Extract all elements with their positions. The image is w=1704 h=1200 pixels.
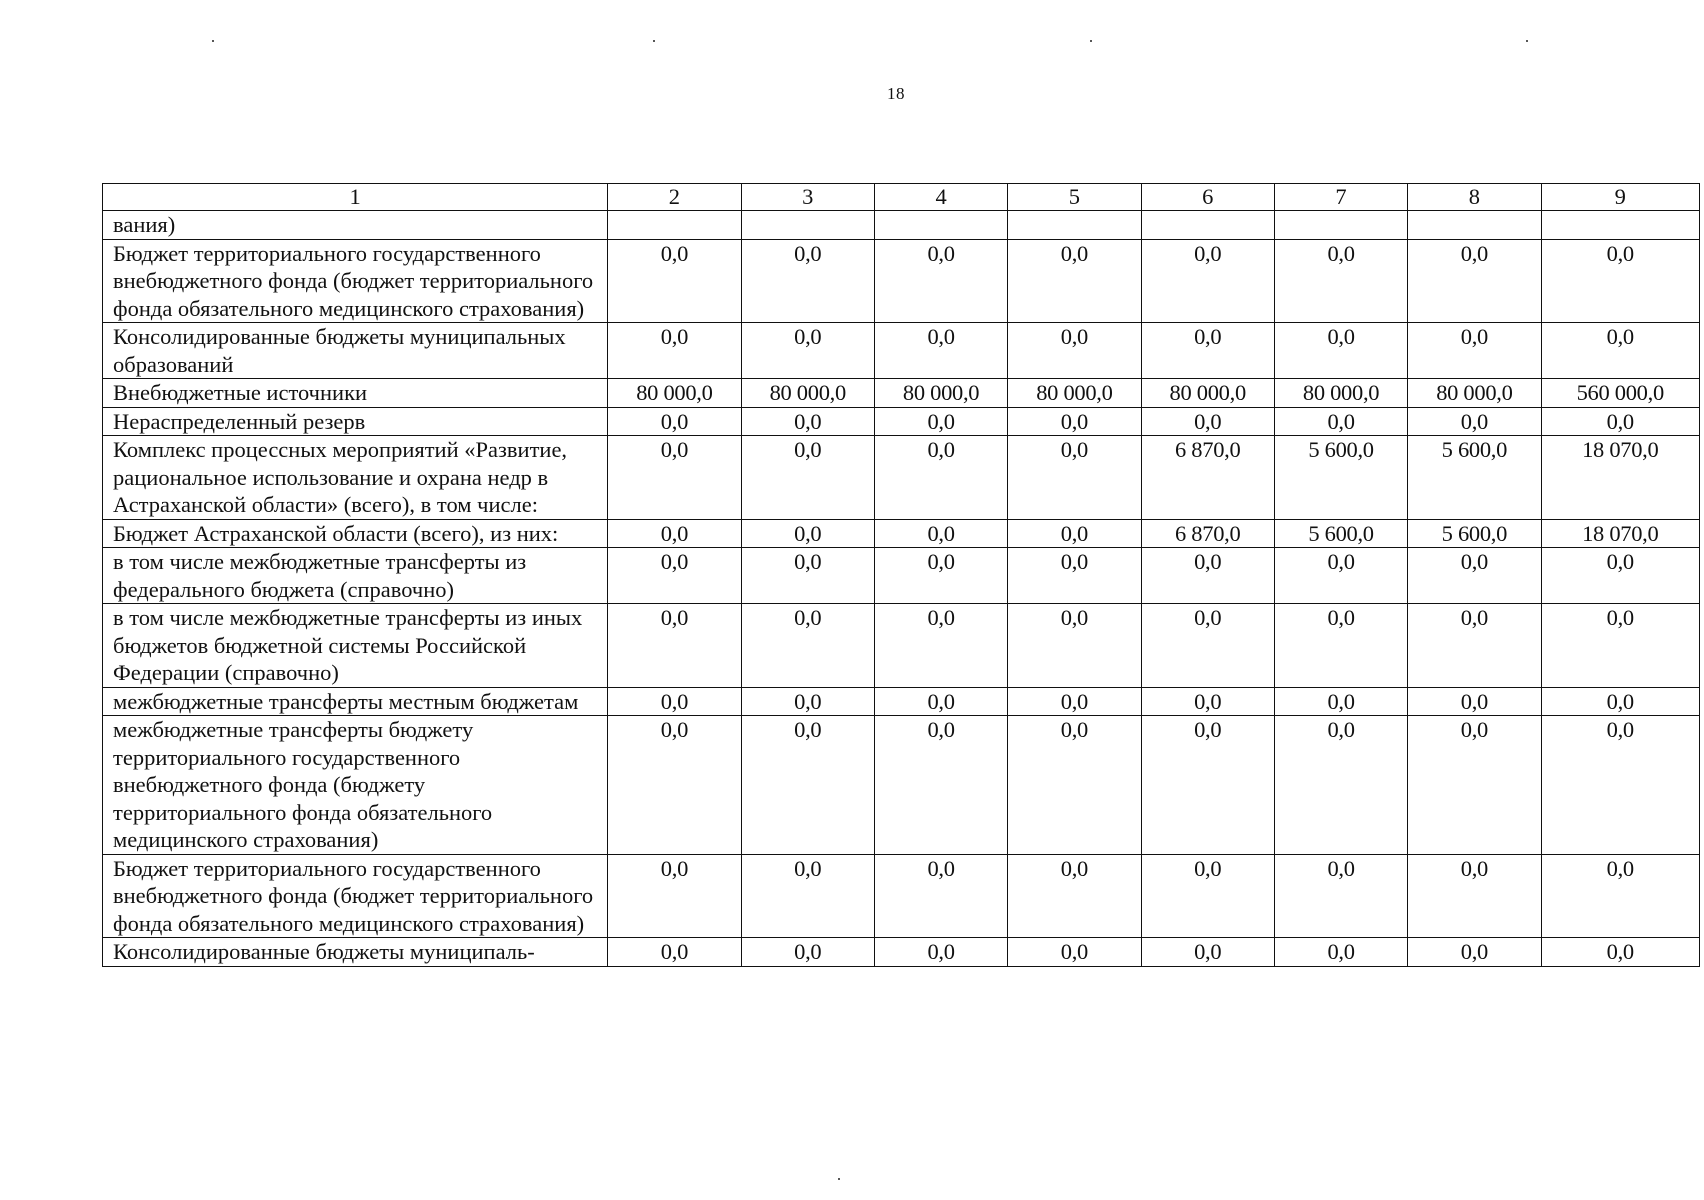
value-cell: 0,0 (874, 604, 1007, 688)
row-label: Нераспределенный резерв (103, 407, 608, 436)
value-cell: 0,0 (741, 854, 874, 938)
value-cell: 0,0 (1274, 323, 1407, 379)
value-cell: 0,0 (874, 407, 1007, 436)
table-row (103, 604, 1700, 688)
value-cell: 0,0 (741, 239, 874, 323)
header-cell: 3 (741, 184, 874, 211)
value-cell: 0,0 (741, 407, 874, 436)
value-cell: 0,0 (1541, 716, 1699, 855)
value-cell: 0,0 (1541, 938, 1699, 967)
value-cell: 0,0 (608, 323, 741, 379)
value-cell: 0,0 (1408, 407, 1541, 436)
value-cell: 80 000,0 (874, 379, 1007, 408)
value-cell: 5 600,0 (1274, 436, 1407, 520)
value-cell: 80 000,0 (1274, 379, 1407, 408)
value-cell: 0,0 (1141, 938, 1274, 967)
value-cell: 0,0 (1008, 239, 1141, 323)
value-cell: 0,0 (608, 604, 741, 688)
value-cell: 0,0 (741, 687, 874, 716)
value-cell: 0,0 (1408, 854, 1541, 938)
value-cell: 0,0 (741, 436, 874, 520)
value-cell: 6 870,0 (1141, 519, 1274, 548)
value-cell: 0,0 (1141, 687, 1274, 716)
value-cell: 0,0 (608, 239, 741, 323)
value-cell: 0,0 (608, 436, 741, 520)
table-row (103, 716, 1700, 855)
value-cell: 0,0 (1541, 854, 1699, 938)
value-cell: 0,0 (874, 548, 1007, 604)
row-label: межбюджетные трансферты бюджету территориального государственного внебюджетного фонда (бюджету территориального фонда обязательного медицинского страхования) (103, 716, 608, 855)
table-row (103, 239, 1700, 323)
value-cell (741, 211, 874, 240)
value-cell: 5 600,0 (1408, 436, 1541, 520)
value-cell: 0,0 (1008, 519, 1141, 548)
row-label: Бюджет Астраханской области (всего), из них: (103, 519, 608, 548)
header-cell: 6 (1141, 184, 1274, 211)
value-cell: 0,0 (874, 239, 1007, 323)
value-cell: 0,0 (1408, 938, 1541, 967)
value-cell: 0,0 (874, 519, 1007, 548)
value-cell: 0,0 (741, 604, 874, 688)
row-label: межбюджетные трансферты местным бюджетам (103, 687, 608, 716)
value-cell: 0,0 (741, 548, 874, 604)
scan-speck (653, 40, 655, 42)
row-label: Комплекс процессных мероприятий «Развитие, рациональное использование и охрана недр в Астраханской области» (всего), в том числе: (103, 436, 608, 520)
budget-table (102, 183, 1700, 967)
row-label: в том числе межбюджетные трансферты из федерального бюджета (справочно) (103, 548, 608, 604)
value-cell: 0,0 (608, 854, 741, 938)
value-cell: 0,0 (1008, 407, 1141, 436)
value-cell: 0,0 (1008, 938, 1141, 967)
table-row (103, 407, 1700, 436)
value-cell: 0,0 (1141, 323, 1274, 379)
header-cell: 4 (874, 184, 1007, 211)
row-label: в том числе межбюджетные трансферты из иных бюджетов бюджетной системы Российской Федерации (справочно) (103, 604, 608, 688)
table-row (103, 687, 1700, 716)
value-cell: 80 000,0 (1141, 379, 1274, 408)
value-cell (1141, 211, 1274, 240)
value-cell: 0,0 (741, 716, 874, 855)
value-cell: 0,0 (608, 687, 741, 716)
table-body (103, 211, 1700, 967)
value-cell: 6 870,0 (1141, 436, 1274, 520)
value-cell: 80 000,0 (608, 379, 741, 408)
value-cell: 0,0 (608, 548, 741, 604)
value-cell: 0,0 (1541, 239, 1699, 323)
value-cell: 5 600,0 (1274, 519, 1407, 548)
header-cell: 7 (1274, 184, 1407, 211)
value-cell: 0,0 (608, 407, 741, 436)
value-cell: 0,0 (1008, 436, 1141, 520)
value-cell (874, 211, 1007, 240)
value-cell: 0,0 (608, 519, 741, 548)
scan-speck (1526, 40, 1528, 42)
table-row (103, 379, 1700, 408)
row-label: вания) (103, 211, 608, 240)
value-cell: 0,0 (1408, 548, 1541, 604)
row-label: Консолидированные бюджеты муниципальных образований (103, 323, 608, 379)
value-cell: 0,0 (1008, 716, 1141, 855)
value-cell: 0,0 (1274, 239, 1407, 323)
value-cell: 0,0 (874, 716, 1007, 855)
row-label: Бюджет территориального государственного внебюджетного фонда (бюджет территориального фонда обязательного медицинского страхования) (103, 854, 608, 938)
value-cell: 18 070,0 (1541, 519, 1699, 548)
value-cell (1541, 211, 1699, 240)
value-cell: 0,0 (1408, 716, 1541, 855)
value-cell: 0,0 (874, 687, 1007, 716)
row-label: Консолидированные бюджеты муниципаль- (103, 938, 608, 967)
table-row (103, 436, 1700, 520)
value-cell: 0,0 (1008, 323, 1141, 379)
row-label: Бюджет территориального государственного внебюджетного фонда (бюджет территориального фонда обязательного медицинского страхования) (103, 239, 608, 323)
scan-speck (838, 1178, 840, 1180)
value-cell: 0,0 (1274, 716, 1407, 855)
header-cell: 2 (608, 184, 741, 211)
value-cell: 80 000,0 (1008, 379, 1141, 408)
table-row (103, 938, 1700, 967)
value-cell: 0,0 (1541, 687, 1699, 716)
value-cell: 0,0 (1408, 604, 1541, 688)
value-cell: 0,0 (1274, 854, 1407, 938)
value-cell: 0,0 (1008, 687, 1141, 716)
page-number: 18 (887, 84, 905, 103)
value-cell: 0,0 (1541, 548, 1699, 604)
value-cell (608, 211, 741, 240)
value-cell: 0,0 (874, 323, 1007, 379)
value-cell: 0,0 (1141, 239, 1274, 323)
value-cell: 0,0 (1141, 407, 1274, 436)
header-cell: 8 (1408, 184, 1541, 211)
value-cell: 0,0 (608, 938, 741, 967)
header-cell: 5 (1008, 184, 1141, 211)
table-row (103, 854, 1700, 938)
value-cell: 0,0 (1141, 854, 1274, 938)
value-cell: 0,0 (1141, 548, 1274, 604)
value-cell: 0,0 (1274, 687, 1407, 716)
table-row (103, 323, 1700, 379)
value-cell: 0,0 (741, 323, 874, 379)
value-cell: 0,0 (1008, 604, 1141, 688)
value-cell (1008, 211, 1141, 240)
value-cell: 80 000,0 (1408, 379, 1541, 408)
value-cell: 0,0 (741, 938, 874, 967)
value-cell: 0,0 (1408, 687, 1541, 716)
scan-speck (212, 40, 214, 42)
scan-speck (1090, 40, 1092, 42)
value-cell: 0,0 (1541, 604, 1699, 688)
value-cell: 5 600,0 (1408, 519, 1541, 548)
table-row (103, 548, 1700, 604)
value-cell: 0,0 (1274, 604, 1407, 688)
value-cell: 560 000,0 (1541, 379, 1699, 408)
row-label: Внебюджетные источники (103, 379, 608, 408)
header-cell: 9 (1541, 184, 1699, 211)
value-cell: 18 070,0 (1541, 436, 1699, 520)
table-row (103, 519, 1700, 548)
table-row (103, 211, 1700, 240)
value-cell: 0,0 (1141, 604, 1274, 688)
value-cell (1274, 211, 1407, 240)
value-cell: 0,0 (1008, 854, 1141, 938)
value-cell: 80 000,0 (741, 379, 874, 408)
value-cell (1408, 211, 1541, 240)
value-cell: 0,0 (874, 436, 1007, 520)
budget-table-container (102, 183, 1700, 967)
value-cell: 0,0 (1274, 548, 1407, 604)
value-cell: 0,0 (1274, 407, 1407, 436)
value-cell: 0,0 (1541, 323, 1699, 379)
value-cell: 0,0 (1274, 938, 1407, 967)
value-cell: 0,0 (1408, 239, 1541, 323)
header-row (103, 184, 1700, 211)
value-cell: 0,0 (1408, 323, 1541, 379)
value-cell: 0,0 (874, 854, 1007, 938)
value-cell: 0,0 (741, 519, 874, 548)
value-cell: 0,0 (608, 716, 741, 855)
value-cell: 0,0 (1141, 716, 1274, 855)
value-cell: 0,0 (1008, 548, 1141, 604)
value-cell: 0,0 (1541, 407, 1699, 436)
value-cell: 0,0 (874, 938, 1007, 967)
header-cell: 1 (103, 184, 608, 211)
